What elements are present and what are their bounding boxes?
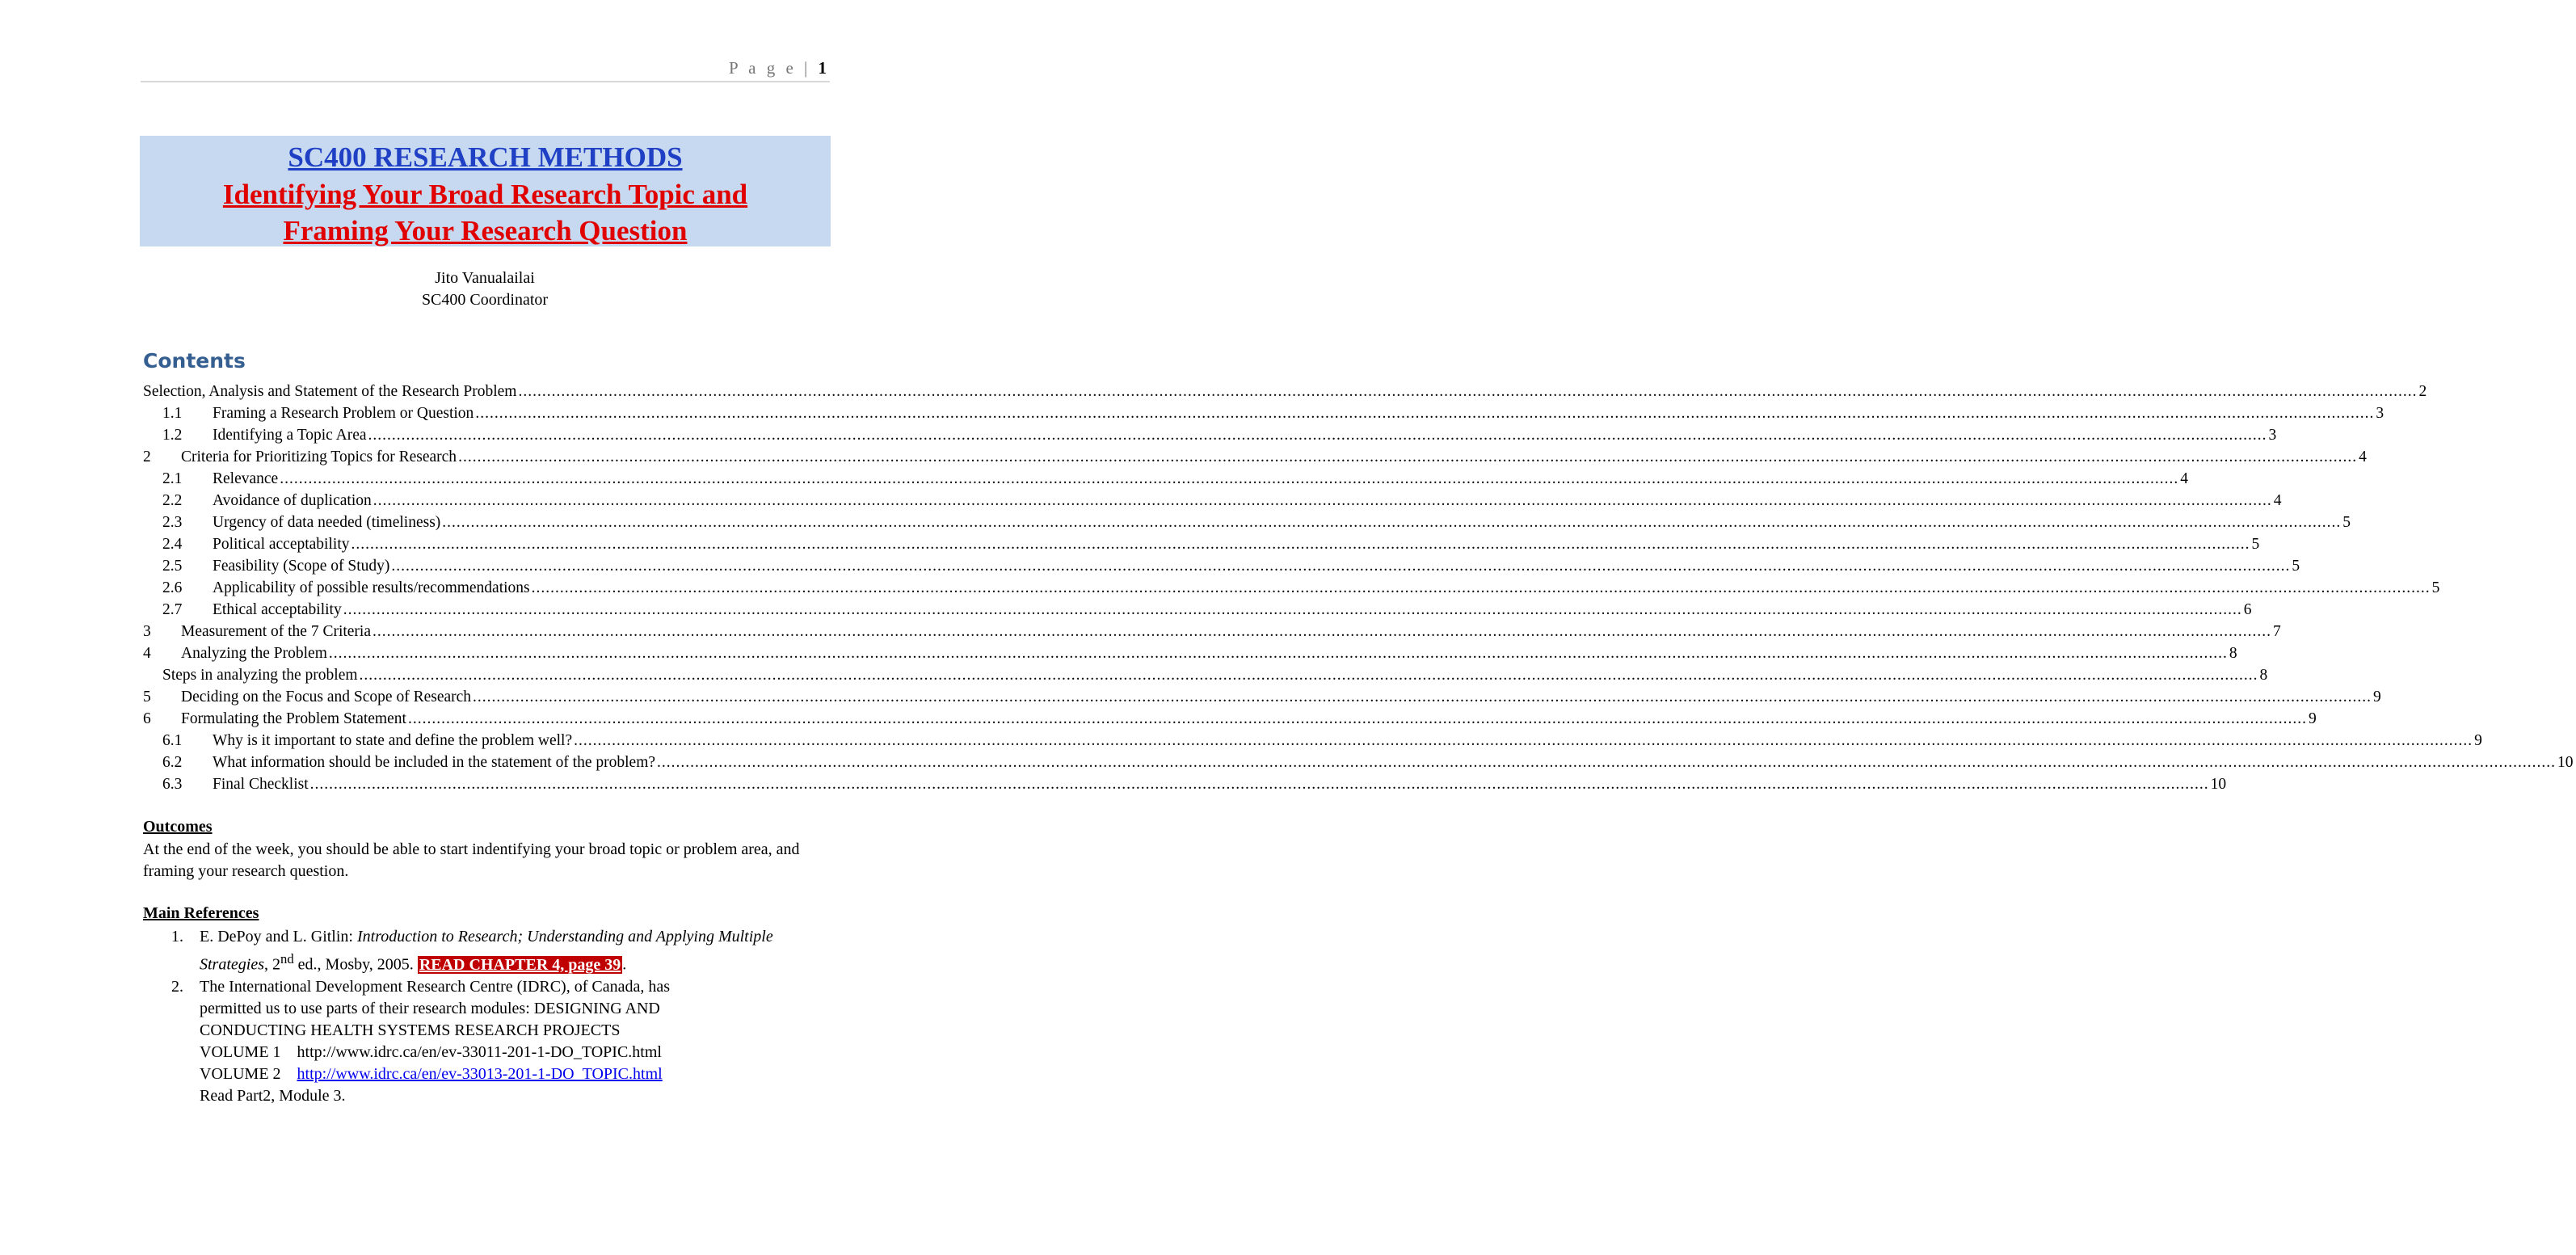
toc-entry-label: Relevance (213, 470, 279, 487)
toc-entry-page: 4 (2180, 470, 2188, 487)
reference-text-line: CONDUCTING HEALTH SYSTEMS RESEARCH PROJECTS (200, 1021, 621, 1039)
toc-entry[interactable] (143, 510, 2351, 532)
toc-entry-label: Criteria for Prioritizing Topics for Research (181, 449, 457, 465)
page-header (141, 57, 830, 82)
toc-entry[interactable] (143, 379, 2427, 401)
read-chapter-highlight: READ CHAPTER 4, page 39 (419, 955, 621, 974)
toc-entry[interactable] (143, 532, 2260, 554)
toc-entry-page: 2 (2418, 383, 2427, 400)
toc-entry-label: Analyzing the Problem (181, 645, 327, 662)
toc-entry[interactable] (143, 575, 2440, 597)
toc-entry-page: 10 (2557, 754, 2574, 771)
reference-title: Introduction to Research; Understanding and Applying Multiple Strategies (200, 928, 773, 974)
toc-entry-number: 2.2 (162, 492, 183, 509)
toc-leader-dots: ................................................................................................................................................................................................................................................................................................................................................................................................................ (518, 383, 2418, 400)
toc-entry-label: Steps in analyzing the problem (162, 667, 358, 684)
toc-entry-number: 6.2 (162, 754, 183, 771)
toc-entry-page: 5 (2292, 558, 2300, 575)
reference-item (171, 976, 834, 1107)
toc-entry-page: 5 (2431, 579, 2440, 596)
toc-entry-number: 2.7 (162, 601, 183, 618)
reference-number: 2. (171, 977, 183, 996)
toc-entry-page: 5 (2342, 514, 2351, 531)
reference-edition-suffix: nd (280, 951, 294, 967)
toc-entry-label: Political acceptability (213, 536, 350, 553)
toc-leader-dots: ................................................................................................................................................................................................................................................................................................................................................................................................................ (531, 579, 2431, 596)
toc-entry[interactable] (143, 750, 2574, 772)
toc-leader-dots: ................................................................................................................................................................................................................................................................................................................................................................................................................ (351, 536, 2250, 553)
toc-leader-dots: ................................................................................................................................................................................................................................................................................................................................................................................................................ (359, 667, 2258, 684)
toc-leader-dots: ................................................................................................................................................................................................................................................................................................................................................................................................................ (442, 514, 2342, 531)
toc-leader-dots: ................................................................................................................................................................................................................................................................................................................................................................................................................ (473, 689, 2372, 705)
toc-entry[interactable] (143, 728, 2482, 750)
toc-entry-page: 8 (2259, 667, 2268, 684)
toc-leader-dots: ................................................................................................................................................................................................................................................................................................................................................................................................................ (373, 492, 2272, 509)
toc-entry[interactable] (143, 466, 2188, 488)
volume-2-line (200, 1063, 834, 1085)
toc-entry-number: 6.3 (162, 776, 183, 793)
toc-entry-number: 6 (143, 710, 151, 727)
toc-entry-number: 2 (143, 449, 151, 465)
toc-leader-dots: ................................................................................................................................................................................................................................................................................................................................................................................................................ (391, 558, 2291, 575)
toc-entry-label: What information should be included in the statement of the problem? (213, 754, 656, 771)
page-number-value: 1 (818, 58, 827, 78)
reference-authors: E. DePoy and L. Gitlin: (200, 928, 357, 945)
toc-entry[interactable] (143, 706, 2317, 728)
toc-entry[interactable] (143, 401, 2384, 423)
toc-entry-number: 6.1 (162, 732, 183, 749)
toc-entry[interactable] (143, 488, 2282, 510)
toc-leader-dots: ................................................................................................................................................................................................................................................................................................................................................................................................................ (407, 710, 2307, 727)
reference-edition: , 2 (264, 955, 280, 974)
reference-item (171, 926, 834, 976)
toc-leader-dots: ................................................................................................................................................................................................................................................................................................................................................................................................................ (309, 776, 2209, 793)
toc-entry[interactable] (143, 444, 2367, 466)
toc-entry-page: 8 (2229, 645, 2237, 662)
course-title: SC400 RESEARCH METHODS (288, 141, 683, 173)
toc-entry-number: 2.6 (162, 579, 183, 596)
reference-text-line: permitted us to use parts of their research modules: DESIGNING AND (200, 999, 660, 1017)
toc-entry-page: 9 (2373, 689, 2381, 705)
toc-leader-dots: ................................................................................................................................................................................................................................................................................................................................................................................................................ (373, 623, 2271, 640)
page-number (729, 58, 827, 78)
toc-entry-page: 4 (2273, 492, 2282, 509)
toc-entry-number: 2.3 (162, 514, 183, 531)
toc-entry-label: Identifying a Topic Area (213, 427, 367, 444)
toc-entry[interactable] (143, 423, 2277, 444)
reference-publisher: ed., Mosby, 2005. (293, 955, 418, 974)
toc-entry-page: 6 (2243, 601, 2252, 618)
toc-entry[interactable] (143, 619, 2281, 641)
toc-entry[interactable] (143, 554, 2300, 575)
reference-number: 1. (171, 928, 183, 945)
toc-entry-label: Ethical acceptability (213, 601, 342, 618)
table-of-contents (143, 379, 2574, 794)
toc-entry-number: 1.2 (162, 427, 183, 444)
toc-entry-number: 3 (143, 623, 151, 640)
toc-leader-dots: ................................................................................................................................................................................................................................................................................................................................................................................................................ (475, 405, 2375, 422)
toc-leader-dots: ................................................................................................................................................................................................................................................................................................................................................................................................................ (458, 449, 2358, 465)
toc-leader-dots: ................................................................................................................................................................................................................................................................................................................................................................................................................ (328, 645, 2228, 662)
toc-entry-label: Selection, Analysis and Statement of the Research Problem (143, 383, 517, 400)
volume-1-line (200, 1042, 834, 1063)
toc-entry[interactable] (143, 684, 2381, 706)
contents-heading: Contents (143, 349, 246, 373)
toc-entry-label: Framing a Research Problem or Question (213, 405, 474, 422)
toc-entry-number: 1.1 (162, 405, 183, 422)
toc-entry-label: Why is it important to state and define the problem well? (213, 732, 573, 749)
references-list (171, 926, 834, 1107)
toc-entry-label: Measurement of the 7 Criteria (181, 623, 371, 640)
toc-entry-page: 3 (2268, 427, 2277, 444)
toc-entry-label: Final Checklist (213, 776, 309, 793)
toc-entry[interactable] (143, 641, 2237, 663)
toc-entry-number: 4 (143, 645, 151, 662)
toc-leader-dots: ................................................................................................................................................................................................................................................................................................................................................................................................................ (343, 601, 2242, 618)
reference-text-line: Read Part2, Module 3. (200, 1086, 346, 1105)
toc-entry-label: Avoidance of duplication (213, 492, 372, 509)
toc-leader-dots: ................................................................................................................................................................................................................................................................................................................................................................................................................ (280, 470, 2179, 487)
references-heading: Main References (143, 904, 259, 922)
reference-end: . (622, 955, 627, 974)
subtitle-line-1: Identifying Your Broad Research Topic and (222, 179, 748, 210)
volume-2-link[interactable]: http://www.idrc.ca/en/ev-33013-201-1-DO_TOPIC.html (297, 1064, 663, 1083)
toc-entry-page: 9 (2308, 710, 2317, 727)
toc-entry-number: 5 (143, 689, 151, 705)
toc-entry-number: 2.4 (162, 536, 183, 553)
toc-entry-number: 2.1 (162, 470, 183, 487)
toc-entry-page: 3 (2376, 405, 2384, 422)
toc-leader-dots: ................................................................................................................................................................................................................................................................................................................................................................................................................ (574, 732, 2473, 749)
toc-entry-page: 7 (2273, 623, 2281, 640)
outcomes-text: At the end of the week, you should be able to start indentifying your broad topic or problem area, and framing your research question. (143, 840, 800, 880)
author-role: SC400 Coordinator (421, 291, 549, 309)
volume-1-url: http://www.idrc.ca/en/ev-33011-201-1-DO_TOPIC.html (297, 1042, 662, 1061)
author-name: Jito Vanualailai (435, 269, 535, 287)
page-label: P a g e | (729, 58, 811, 78)
toc-entry-page: 4 (2359, 449, 2367, 465)
volume-1-label: VOLUME 1 (200, 1042, 281, 1061)
toc-entry-page: 9 (2474, 732, 2482, 749)
toc-entry-page: 10 (2210, 776, 2227, 793)
toc-leader-dots: ................................................................................................................................................................................................................................................................................................................................................................................................................ (368, 427, 2267, 444)
toc-entry-page: 5 (2251, 536, 2260, 553)
toc-leader-dots: ................................................................................................................................................................................................................................................................................................................................................................................................................ (657, 754, 2557, 771)
toc-entry-label: Feasibility (Scope of Study) (213, 558, 390, 575)
subtitle-line-2: Framing Your Research Question (283, 215, 688, 246)
title-box (140, 136, 831, 246)
outcomes-heading: Outcomes (143, 818, 213, 836)
toc-entry[interactable] (143, 772, 2227, 794)
toc-entry-label: Formulating the Problem Statement (181, 710, 406, 727)
toc-entry[interactable] (143, 597, 2252, 619)
toc-entry-label: Applicability of possible results/recommendations (213, 579, 530, 596)
toc-entry[interactable] (143, 663, 2268, 684)
toc-entry-label: Urgency of data needed (timeliness) (213, 514, 441, 531)
reference-text-line: The International Development Research Centre (IDRC), of Canada, has (200, 977, 671, 996)
toc-entry-label: Deciding on the Focus and Scope of Research (181, 689, 472, 705)
volume-2-label: VOLUME 2 (200, 1064, 281, 1083)
toc-entry-number: 2.5 (162, 558, 183, 575)
